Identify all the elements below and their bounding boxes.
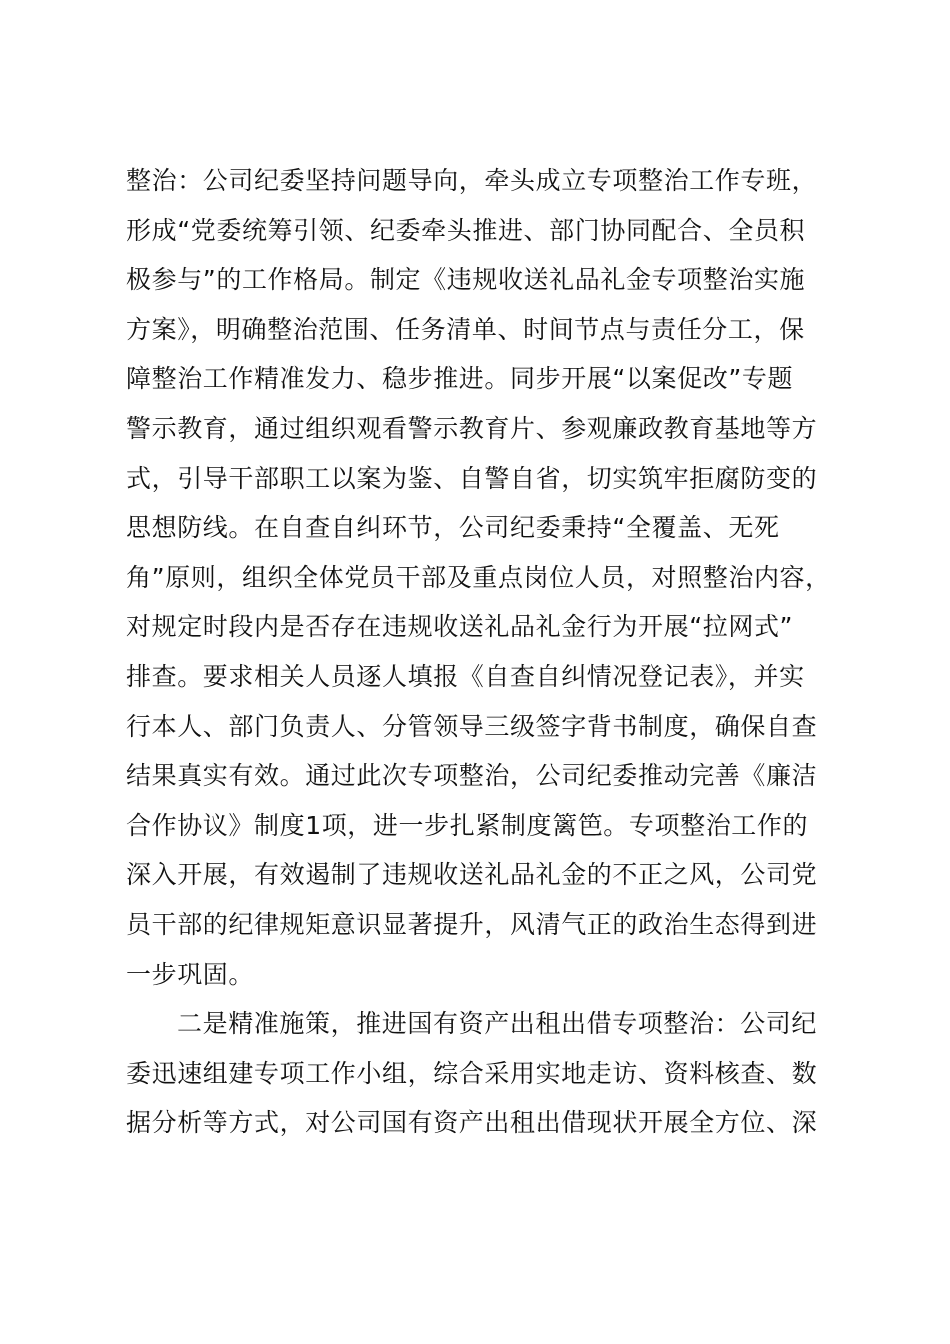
text-line: 一步巩固。 (126, 959, 255, 989)
text-line: 极参与”的工作格局。制定《违规收送礼品礼金专项整治实施 (126, 265, 806, 295)
text-line: 据分析等方式，对公司国有资产出租出借现状开展全方位、深 (126, 1108, 818, 1138)
text-line: 委迅速组建专项工作小组，综合采用实地走访、资料核查、数 (126, 1058, 818, 1088)
text-line: 角”原则，组织全体党员干部及重点岗位人员，对照整治内容， (126, 562, 831, 592)
text-line: 员干部的纪律规矩意识显著提升，风清气正的政治生态得到进 (126, 909, 818, 939)
paragraph-1 (126, 156, 836, 999)
text-line: 整治：公司纪委坚持问题导向，牵头成立专项整治工作专班， (126, 166, 818, 195)
text-line: 二是精准施策，推进国有资产出租出借专项整治：公司纪 (177, 1009, 818, 1039)
body-text (126, 156, 836, 1148)
text-line: 式，引导干部职工以案为鉴、自警自省，切实筑牢拒腐防变的 (126, 463, 818, 493)
text-line: 思想防线。在自查自纠环节，公司纪委秉持“全覆盖、无死 (126, 513, 780, 543)
text-line: 结果真实有效。通过此次专项整治，公司纪委推动完善《廉洁 (126, 761, 818, 791)
text-line: 深入开展，有效遏制了违规收送礼品礼金的不正之风，公司党 (126, 860, 818, 890)
text-line: 排查。要求相关人员逐人填报《自查自纠情况登记表》，并实 (126, 661, 805, 691)
text-line: 警示教育，通过组织观看警示教育片、参观廉政教育基地等方 (126, 413, 818, 443)
text-line: 障整治工作精准发力、稳步推进。同步开展“以案促改”专题 (126, 364, 794, 394)
text-line: 对规定时段内是否存在违规收送礼品礼金行为开展“拉网式” (126, 612, 794, 642)
paragraph-2 (126, 999, 836, 1148)
text-line: 合作协议》制度1项，进一步扎紧制度篱笆。专项整治工作的 (126, 810, 809, 840)
text-line: 方案》，明确整治范围、任务清单、时间节点与责任分工，保 (126, 314, 805, 344)
text-line: 形成“党委统筹引领、纪委牵头推进、部门协同配合、全员积 (126, 215, 806, 245)
text-line: 行本人、部门负责人、分管领导三级签字背书制度，确保自查 (126, 711, 818, 741)
